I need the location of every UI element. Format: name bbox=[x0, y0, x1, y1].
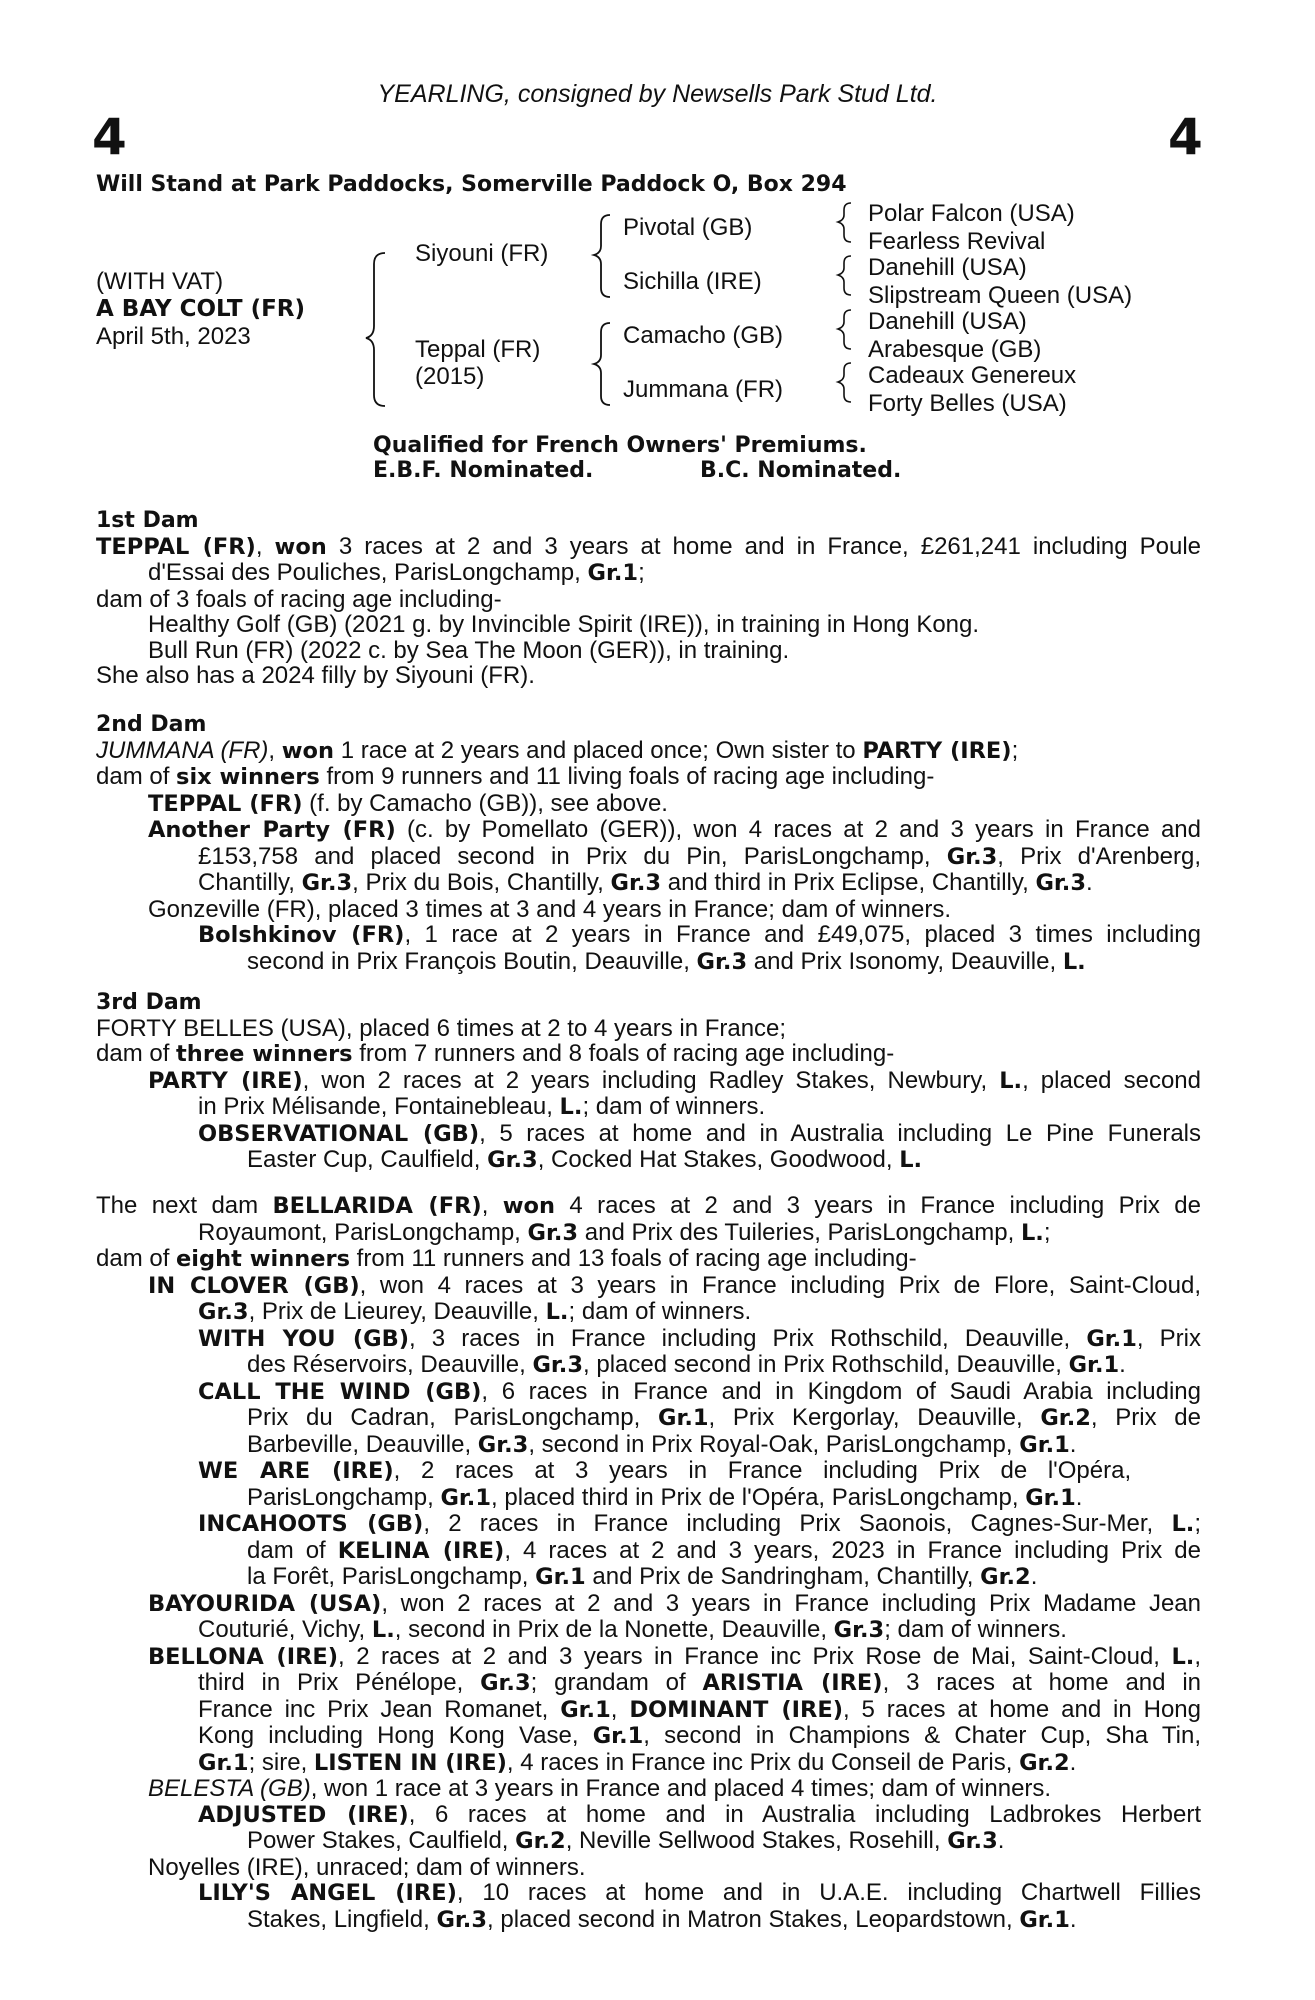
text-line: dam of 3 foals of racing age including- bbox=[96, 585, 502, 613]
progeny-line: WITH YOU (GB), 3 races in France including Prix Rothschild, Deauville, Gr.1, Prix bbox=[198, 1324, 1202, 1352]
text-line: Gr.3, Prix de Lieurey, Deauville, L.; dam of winners. bbox=[198, 1298, 752, 1325]
bc-nomination: B.C. Nominated. bbox=[700, 458, 902, 483]
ancestor-2: Fearless Revival bbox=[868, 228, 1046, 255]
next-dam-section bbox=[96, 1193, 1201, 1933]
progeny-line: BAYOURIDA (USA), won 2 races at 2 and 3 years in France including Prix Madame Jean bbox=[148, 1589, 1201, 1617]
consignment-line: YEARLING, consigned by Newsells Park Stud Ltd. bbox=[377, 80, 938, 108]
text-line: second in Prix François Boutin, Deauville, Gr.3 and Prix Isonomy, Deauville, L. bbox=[247, 947, 1086, 975]
third-dam-section bbox=[96, 990, 1201, 1174]
text-line: des Réservoirs, Deauville, Gr.3, placed second in Prix Rothschild, Deauville, Gr.1. bbox=[247, 1351, 1126, 1378]
pivotal-bracket bbox=[838, 203, 851, 242]
section-heading: 3rd Dam bbox=[96, 990, 202, 1015]
text-line: dam of three winners from 7 runners and 8 foals of racing age including- bbox=[96, 1040, 895, 1067]
text-line: ParisLongchamp, Gr.1, placed third in Prix de l'Opéra, ParisLongchamp, Gr.1. bbox=[247, 1483, 1083, 1511]
sire-sire: Pivotal (GB) bbox=[623, 214, 753, 241]
progeny-line: ADJUSTED (IRE), 6 races at home and in Australia including Ladbrokes Herbert bbox=[198, 1800, 1201, 1828]
vat-note: (WITH VAT) bbox=[96, 268, 224, 295]
text-line: Stakes, Lingfield, Gr.3, placed second in Matron Stakes, Leopardstown, Gr.1. bbox=[247, 1905, 1077, 1933]
first-dam-section bbox=[96, 508, 1201, 689]
ancestor-3: Danehill (USA) bbox=[868, 254, 1027, 281]
progeny-line: OBSERVATIONAL (GB), 5 races at home and in Australia including Le Pine Funerals bbox=[198, 1119, 1201, 1147]
text-line: Power Stakes, Caulfield, Gr.2, Neville Sellwood Stakes, Rosehill, Gr.3. bbox=[247, 1827, 1005, 1854]
dam-name: Teppal (FR) bbox=[415, 336, 541, 363]
text-line: third in Prix Pénélope, Gr.3; grandam of ARISTIA (IRE), 3 races at home and in bbox=[198, 1669, 1201, 1696]
text-line: Chantilly, Gr.3, Prix du Bois, Chantilly, Gr.3 and third in Prix Eclipse, Chantilly, Gr.3. bbox=[198, 869, 1093, 896]
text-line: Barbeville, Deauville, Gr.3, second in Prix Royal-Oak, ParisLongchamp, Gr.1. bbox=[247, 1430, 1077, 1458]
progeny-line: TEPPAL (FR) (f. by Camacho (GB)), see above. bbox=[148, 789, 668, 817]
progeny-line: Bull Run (FR) (2022 c. by Sea The Moon (GER)), in training. bbox=[148, 636, 790, 664]
text-line: Gr.1; sire, LISTEN IN (IRE), 4 races in France inc Prix du Conseil de Paris, Gr.2. bbox=[198, 1748, 1077, 1776]
progeny-line: CALL THE WIND (GB), 6 races in France and in Kingdom of Saudi Arabia including bbox=[198, 1377, 1201, 1405]
camacho-bracket bbox=[838, 310, 851, 349]
progeny-line: Another Party (FR) (c. by Pomellato (GER)), won 4 races at 2 and 3 years in France and bbox=[148, 816, 1201, 843]
dam-sire: Camacho (GB) bbox=[623, 322, 784, 349]
ancestor-8: Forty Belles (USA) bbox=[868, 390, 1067, 417]
text-line: dam of six winners from 9 runners and 11 living foals of racing age including- bbox=[96, 763, 935, 790]
progeny-line: LILY'S ANGEL (IRE), 10 races at home and in U.A.E. including Chartwell Fillies bbox=[198, 1879, 1201, 1906]
text-line: France inc Prix Jean Romanet, Gr.1, DOMINANT (IRE), 5 races at home and in Hong bbox=[198, 1695, 1201, 1723]
ancestor-4: Slipstream Queen (USA) bbox=[868, 282, 1133, 309]
text-line: Kong including Hong Kong Vase, Gr.1, second in Champions & Chater Cup, Sha Tin, bbox=[198, 1722, 1201, 1749]
text-line: dam of KELINA (IRE), 4 races at 2 and 3 years, 2023 in France including Prix de bbox=[247, 1536, 1201, 1564]
sire-bracket bbox=[594, 215, 610, 297]
progeny-line: Gonzeville (FR), placed 3 times at 3 and 4 years in France; dam of winners. bbox=[148, 895, 952, 923]
premiums-note: Qualified for French Owners' Premiums. bbox=[373, 433, 867, 458]
text-line: TEPPAL (FR), won 3 races at 2 and 3 years at home and in France, £261,241 including Poule bbox=[96, 532, 1201, 560]
text-line: FORTY BELLES (USA), placed 6 times at 2 to 4 years in France; bbox=[96, 1014, 787, 1042]
sire-dam: Sichilla (IRE) bbox=[623, 268, 762, 295]
text-line: The next dam BELLARIDA (FR), won 4 races at 2 and 3 years in France including Prix de bbox=[96, 1192, 1201, 1219]
stand-location: Will Stand at Park Paddocks, Somerville Paddock O, Box 294 bbox=[96, 172, 847, 197]
progeny-line: Healthy Golf (GB) (2021 g. by Invincible Spirit (IRE)), in training in Hong Kong. bbox=[148, 611, 980, 638]
progeny-line: BELESTA (GB), won 1 race at 3 years in France and placed 4 times; dam of winners. bbox=[148, 1775, 1052, 1802]
second-dam-section bbox=[96, 712, 1201, 975]
text-line: She also has a 2024 filly by Siyouni (FR). bbox=[96, 662, 535, 689]
text-line: £153,758 and placed second in Prix du Pin, ParisLongchamp, Gr.3, Prix d'Arenberg, bbox=[198, 842, 1201, 870]
progeny-line: BELLONA (IRE), 2 races at 2 and 3 years in France inc Prix Rose de Mai, Saint-Cloud, L., bbox=[148, 1642, 1201, 1670]
main-bracket bbox=[366, 253, 385, 406]
text-line: Royaumont, ParisLongchamp, Gr.3 and Prix des Tuileries, ParisLongchamp, L.; bbox=[198, 1218, 1051, 1246]
text-line: Prix du Cadran, ParisLongchamp, Gr.1, Prix Kergorlay, Deauville, Gr.2, Prix de bbox=[247, 1404, 1201, 1431]
text-line: Easter Cup, Caulfield, Gr.3, Cocked Hat Stakes, Goodwood, L. bbox=[247, 1146, 923, 1173]
text-line: la Forêt, ParisLongchamp, Gr.1 and Prix de Sandringham, Chantilly, Gr.2. bbox=[247, 1563, 1038, 1590]
section-heading: 1st Dam bbox=[96, 508, 199, 533]
progeny-line: Bolshkinov (FR), 1 race at 2 years in France and £49,075, placed 3 times including bbox=[198, 921, 1202, 948]
ancestor-6: Arabesque (GB) bbox=[868, 336, 1042, 363]
ancestor-5: Danehill (USA) bbox=[868, 308, 1027, 335]
ebf-nomination: E.B.F. Nominated. bbox=[373, 458, 594, 483]
lot-number-left: 4 bbox=[92, 108, 127, 166]
ancestor-1: Polar Falcon (USA) bbox=[868, 200, 1075, 227]
jummana-bracket bbox=[838, 363, 851, 402]
text-line: d'Essai des Pouliches, ParisLongchamp, Gr.1; bbox=[148, 559, 645, 586]
text-line: dam of eight winners from 11 runners and 13 foals of racing age including- bbox=[96, 1245, 917, 1272]
progeny-line: INCAHOOTS (GB), 2 races in France including Prix Saonois, Cagnes-Sur-Mer, L.; bbox=[198, 1510, 1201, 1537]
ancestor-7: Cadeaux Genereux bbox=[868, 362, 1077, 389]
lot-name: A BAY COLT (FR) bbox=[96, 296, 306, 322]
sichilla-bracket bbox=[838, 256, 851, 295]
sire-name: Siyouni (FR) bbox=[415, 240, 549, 267]
progeny-line: WE ARE (IRE), 2 races at 3 years in France including Prix de l'Opéra, bbox=[198, 1457, 1132, 1484]
text-line: JUMMANA (FR), won 1 race at 2 years and placed once; Own sister to PARTY (IRE); bbox=[96, 736, 1019, 764]
section-heading: 2nd Dam bbox=[96, 712, 207, 737]
text-line: Couturié, Vichy, L., second in Prix de la Nonette, Deauville, Gr.3; dam of winners. bbox=[198, 1616, 1067, 1643]
progeny-line: IN CLOVER (GB), won 4 races at 3 years in France including Prix de Flore, Saint-Cloud, bbox=[148, 1271, 1201, 1299]
lot-number-right: 4 bbox=[1168, 108, 1203, 166]
text-line: in Prix Mélisande, Fontainebleau, L.; dam of winners. bbox=[198, 1093, 766, 1120]
progeny-line: Noyelles (IRE), unraced; dam of winners. bbox=[148, 1853, 586, 1881]
foaling-date: April 5th, 2023 bbox=[96, 323, 251, 350]
dam-dam: Jummana (FR) bbox=[623, 376, 784, 403]
progeny-line: PARTY (IRE), won 2 races at 2 years including Radley Stakes, Newbury, L., placed second bbox=[148, 1066, 1201, 1094]
dam-year: (2015) bbox=[415, 363, 485, 390]
dam-bracket bbox=[594, 323, 610, 405]
